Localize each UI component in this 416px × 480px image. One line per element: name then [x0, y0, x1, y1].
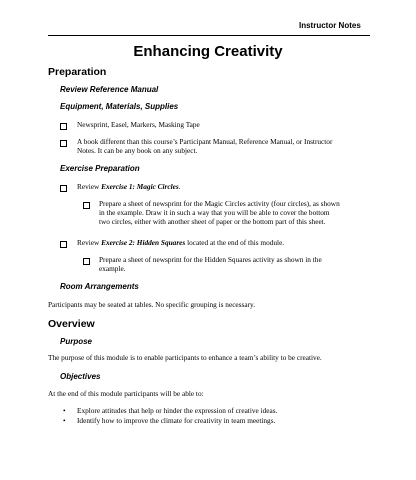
instructor-notes-label: Instructor Notes: [299, 21, 361, 30]
exercise1-sub-line3: two circles, either with another sheet of paper or the bottom part of this sheet.: [99, 217, 326, 226]
page-title: Enhancing Creativity: [133, 43, 283, 60]
bullet-dot: •: [63, 406, 66, 415]
equipment-checkbox-1[interactable]: [60, 123, 67, 130]
header-rule: [48, 35, 370, 36]
objective-item-1: Explore attitudes that help or hinder the expression of creative ideas.: [77, 406, 278, 415]
exercise2-name: Exercise 2: Hidden Squares: [101, 238, 186, 247]
exercise2-suffix: located at the end of this module.: [185, 238, 285, 247]
bullet-dot: •: [63, 416, 66, 425]
exercise1-sub-line2: in the example. Draw it in such a way that you will be able to cover the bottom: [99, 208, 330, 217]
preparation-heading: Preparation: [48, 66, 107, 78]
exercise1-name: Exercise 1: Magic Circles: [101, 182, 179, 191]
exercise2-review-line: [77, 238, 284, 248]
equipment-checkbox-2[interactable]: [60, 140, 67, 147]
exercise1-sub-line1: Prepare a sheet of newsprint for the Magic Circles activity (four circles), as shown: [99, 199, 340, 208]
objectives-heading: Objectives: [60, 372, 101, 381]
room-arrangements-heading: Room Arrangements: [60, 282, 139, 291]
exercise1-prefix: Review: [77, 182, 102, 191]
objective-item-2: Identify how to improve the climate for creativity in team meetings.: [77, 416, 276, 425]
exercise1-suffix: .: [178, 182, 181, 191]
equipment-item-2-line2: Notes. It can be any book on any subject.: [77, 146, 198, 155]
exercise1-sub-checkbox[interactable]: [83, 202, 90, 209]
exercise2-sub-line1: Prepare a sheet of newsprint for the Hidden Squares activity as shown in the: [99, 255, 322, 264]
room-arrangements-text: Participants may be seated at tables. No specific grouping is necessary.: [48, 300, 256, 309]
equipment-item-1: Newsprint, Easel, Markers, Masking Tape: [77, 120, 200, 129]
equipment-heading: Equipment, Materials, Supplies: [60, 102, 179, 111]
exercise2-sub-checkbox[interactable]: [83, 258, 90, 265]
purpose-text: The purpose of this module is to enable participants to enhance a team’s ability to be creative.: [48, 353, 322, 362]
equipment-item-2-line1: A book different than this course’s Participant Manual, Reference Manual, or Instructor: [77, 137, 333, 146]
purpose-heading: Purpose: [60, 337, 93, 346]
review-reference-heading: Review Reference Manual: [60, 85, 159, 94]
exercise2-checkbox[interactable]: [60, 241, 67, 248]
exercise2-sub-line2: example.: [99, 264, 126, 273]
exercise1-review-line: [77, 182, 181, 192]
exercise-preparation-heading: Exercise Preparation: [60, 164, 140, 173]
exercise2-prefix: Review: [77, 238, 102, 247]
overview-heading: Overview: [48, 318, 95, 330]
objectives-intro: At the end of this module participants will be able to:: [48, 389, 204, 398]
exercise1-checkbox[interactable]: [60, 185, 67, 192]
